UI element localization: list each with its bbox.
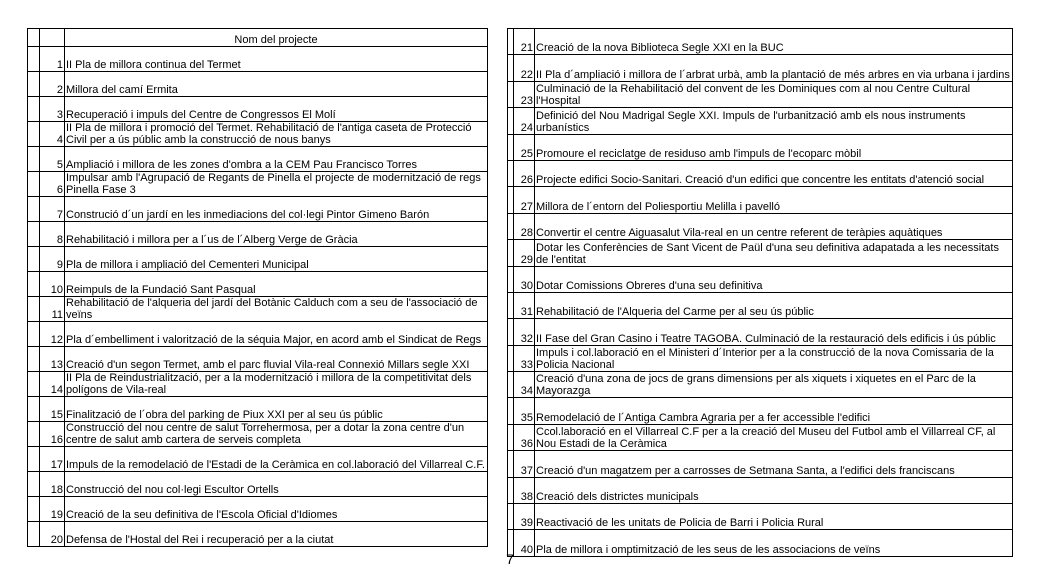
table-row <box>508 29 1013 55</box>
project-name: Impulsar amb l'Agrupació de Regants de Pinella el projecte de modernització de regs Pinella Fase 3 <box>65 172 488 197</box>
project-name: II Pla de millora continua del Termet <box>65 47 488 72</box>
project-name: Projecte edifici Socio-Sanitari. Creació d'un edifici que concentre les entitats d'atenció social <box>535 160 1013 186</box>
project-name: Culminació de la Rehabilitació del convent de les Dominiques com al nou Centre Cultural l'Hospital <box>535 81 1013 107</box>
project-name: Pla de millora i ampliació del Cementeri Municipal <box>65 247 488 272</box>
table-row <box>508 160 1013 186</box>
table-row <box>508 345 1013 371</box>
project-name: Dotar Comissions Obreres d'una seu definitiva <box>535 266 1013 292</box>
row-filler-cell <box>28 422 40 447</box>
table-row <box>508 530 1013 556</box>
table-row <box>508 187 1013 213</box>
project-name: Pla de millora i omptimització de les seus de les associacions de veïns <box>535 530 1013 556</box>
row-filler-cell <box>28 72 40 97</box>
row-filler-cell <box>28 272 40 297</box>
row-number: 40 <box>514 530 535 556</box>
project-name: Convertir el centre Aiguasalut Vila-real en un centre referent de teràpies aquàtiques <box>535 213 1013 239</box>
table-row <box>28 72 488 97</box>
table-row <box>508 319 1013 345</box>
row-number: 9 <box>40 247 65 272</box>
row-filler-cell <box>28 247 40 272</box>
row-number: 38 <box>514 477 535 503</box>
row-number: 16 <box>40 422 65 447</box>
row-number: 21 <box>514 29 535 55</box>
page-number: 7 <box>506 551 514 567</box>
table-row <box>28 122 488 147</box>
table-row <box>28 322 488 347</box>
table-row <box>508 81 1013 107</box>
row-number: 6 <box>40 172 65 197</box>
table-header-row <box>28 29 488 47</box>
projects-table-left <box>27 28 488 547</box>
row-number: 3 <box>40 97 65 122</box>
row-number: 30 <box>514 266 535 292</box>
table-row <box>28 247 488 272</box>
table-row <box>508 424 1013 450</box>
table-row <box>28 422 488 447</box>
row-number: 39 <box>514 504 535 530</box>
row-number: 27 <box>514 187 535 213</box>
row-filler-cell <box>28 222 40 247</box>
table-row <box>508 451 1013 477</box>
table-row <box>28 97 488 122</box>
row-number: 14 <box>40 372 65 397</box>
row-number: 22 <box>514 55 535 81</box>
row-number: 25 <box>514 134 535 160</box>
project-name: Rehabilitació i millora per a l´us de l´Alberg Verge de Gràcia <box>65 222 488 247</box>
row-number: 4 <box>40 122 65 147</box>
project-name: Creació de la nova Biblioteca Segle XXI en la BUC <box>535 29 1013 55</box>
projects-table-right <box>507 28 1013 557</box>
row-filler-cell <box>28 172 40 197</box>
row-number: 34 <box>514 372 535 398</box>
project-name: Ampliació i millora de les zones d'ombra a la CEM Pau Francisco Torres <box>65 147 488 172</box>
project-name: Defensa de l'Hostal del Rei i recuperació per a la ciutat <box>65 522 488 547</box>
table-row <box>508 477 1013 503</box>
table-row <box>28 197 488 222</box>
row-filler-cell <box>28 47 40 72</box>
row-filler-cell <box>28 122 40 147</box>
project-name: II Pla de millora i promoció del Termet. Rehabilitació de l'antiga caseta de Protecció Civil per a ús públic amb la construcció de nous banys <box>65 122 488 147</box>
row-number: 5 <box>40 147 65 172</box>
project-name: Construció d´un jardí en les inmediacions del col·legi Pintor Gimeno Barón <box>65 197 488 222</box>
row-filler-cell <box>28 447 40 472</box>
project-name: Impuls i col.laboració en el Ministeri d´Interior per a la construcció de la nova Comissaria de la Policia Nacional <box>535 345 1013 371</box>
project-name: Creació d'un segon Termet, amb el parc fluvial Vila-real Connexió Millars segle XXI <box>65 347 488 372</box>
row-number: 13 <box>40 347 65 372</box>
project-name: Millora de l´entorn del Poliesportiu Melilla i pavelló <box>535 187 1013 213</box>
project-name: Rehabilitació de l'Alqueria del Carme per al seu ús públic <box>535 292 1013 318</box>
row-number: 7 <box>40 197 65 222</box>
project-name: Construcció del nou centre de salut Torrehermosa, per a dotar la zona centre d'un centre de salut amb cartera de serveis completa <box>65 422 488 447</box>
table-row <box>28 272 488 297</box>
project-name: Millora del camí Ermita <box>65 72 488 97</box>
row-number: 20 <box>40 522 65 547</box>
table-row <box>28 472 488 497</box>
row-filler-cell <box>28 397 40 422</box>
project-name: Rehabilitació de l'alqueria del jardí del Botànic Calduch com a seu de l'associació de veïns <box>65 297 488 322</box>
row-number: 8 <box>40 222 65 247</box>
row-filler-cell <box>28 97 40 122</box>
row-number: 10 <box>40 272 65 297</box>
table-row <box>28 147 488 172</box>
project-name: Construcció del nou col·legi Escultor Ortells <box>65 472 488 497</box>
project-name: Recuperació i impuls del Centre de Congressos El Molí <box>65 97 488 122</box>
project-name: Pla d´embelliment i valorització de la séquia Major, en acord amb el Sindicat de Regs <box>65 322 488 347</box>
table-row <box>508 55 1013 81</box>
project-name: Dotar les Conferències de Sant Vicent de Paül d'una seu definitiva adapatada a les necessitats de l'entitat <box>535 240 1013 266</box>
project-name: Ccol.laboració en el Villarreal C.F per a la creació del Museu del Futbol amb el Villarreal CF, al Nou Estadi de la Ceràmica <box>535 424 1013 450</box>
table-row <box>508 108 1013 134</box>
table-row <box>28 172 488 197</box>
row-number: 26 <box>514 160 535 186</box>
table-header-label: Nom del projecte <box>65 29 488 47</box>
row-number: 17 <box>40 447 65 472</box>
project-name: Impuls de la remodelació de l'Estadi de la Ceràmica en col.laboració del Villarreal C.F. <box>65 447 488 472</box>
row-filler-cell <box>28 322 40 347</box>
table-row <box>28 497 488 522</box>
table-row <box>28 372 488 397</box>
row-number: 12 <box>40 322 65 347</box>
project-name: Remodelació de l´Antiga Cambra Agraria per a fer accessible l'edifici <box>535 398 1013 424</box>
project-name: Creació d'un magatzem per a carrosses de Setmana Santa, a l'edifici dels franciscans <box>535 451 1013 477</box>
row-number: 18 <box>40 472 65 497</box>
table-row <box>508 292 1013 318</box>
header-filler-cell <box>28 29 40 47</box>
project-name: II Pla de Reindustrialització, per a la modernització i millora de la competitivitat dels polígons de Vila-real <box>65 372 488 397</box>
project-name: Promoure el reciclatge de residuso amb l'impuls de l'ecoparc mòbil <box>535 134 1013 160</box>
row-number: 36 <box>514 424 535 450</box>
row-number: 28 <box>514 213 535 239</box>
table-row <box>508 372 1013 398</box>
row-number: 11 <box>40 297 65 322</box>
row-filler-cell <box>28 372 40 397</box>
row-number: 33 <box>514 345 535 371</box>
row-number: 24 <box>514 108 535 134</box>
table-row <box>28 222 488 247</box>
table-row <box>508 266 1013 292</box>
table-row <box>28 447 488 472</box>
table-row <box>28 347 488 372</box>
project-name: Reactivació de les unitats de Policia de Barri i Policia Rural <box>535 504 1013 530</box>
table-row <box>508 504 1013 530</box>
row-number: 37 <box>514 451 535 477</box>
row-filler-cell <box>28 197 40 222</box>
project-name: Creació de la seu definitiva de l'Escola Oficial d'Idiomes <box>65 497 488 522</box>
row-number: 19 <box>40 497 65 522</box>
table-row <box>508 134 1013 160</box>
row-number: 32 <box>514 319 535 345</box>
table-row <box>28 397 488 422</box>
project-name: II Fase del Gran Casino i Teatre TAGOBA. Culminació de la restauració dels edificis i ús públic <box>535 319 1013 345</box>
row-number: 2 <box>40 72 65 97</box>
project-name: Finalització de l´obra del parking de Piux XXI per al seu ús públic <box>65 397 488 422</box>
project-name: Reimpuls de la Fundació Sant Pasqual <box>65 272 488 297</box>
row-number: 1 <box>40 47 65 72</box>
project-name: Creació dels districtes municipals <box>535 477 1013 503</box>
table-row <box>508 240 1013 266</box>
row-number: 35 <box>514 398 535 424</box>
row-filler-cell <box>28 472 40 497</box>
table-row <box>508 213 1013 239</box>
row-number: 29 <box>514 240 535 266</box>
table-row <box>28 297 488 322</box>
row-filler-cell <box>28 297 40 322</box>
row-filler-cell <box>28 522 40 547</box>
row-filler-cell <box>28 497 40 522</box>
row-filler-cell <box>28 147 40 172</box>
row-number: 15 <box>40 397 65 422</box>
table-row <box>508 398 1013 424</box>
row-number: 23 <box>514 81 535 107</box>
project-name: II Pla d´ampliació i millora de l´arbrat urbà, amb la plantació de més arbres en via urbana i jardins <box>535 55 1013 81</box>
project-name: Definició del Nou Madrigal Segle XXI. Impuls de l'urbanització amb els nous instruments urbanístics <box>535 108 1013 134</box>
row-filler-cell <box>28 347 40 372</box>
header-number-cell <box>40 29 65 47</box>
project-name: Creació d'una zona de jocs de grans dimensions per als xiquets i xiquetes en el Parc de la Mayorazga <box>535 372 1013 398</box>
table-row <box>28 47 488 72</box>
table-row <box>28 522 488 547</box>
row-number: 31 <box>514 292 535 318</box>
